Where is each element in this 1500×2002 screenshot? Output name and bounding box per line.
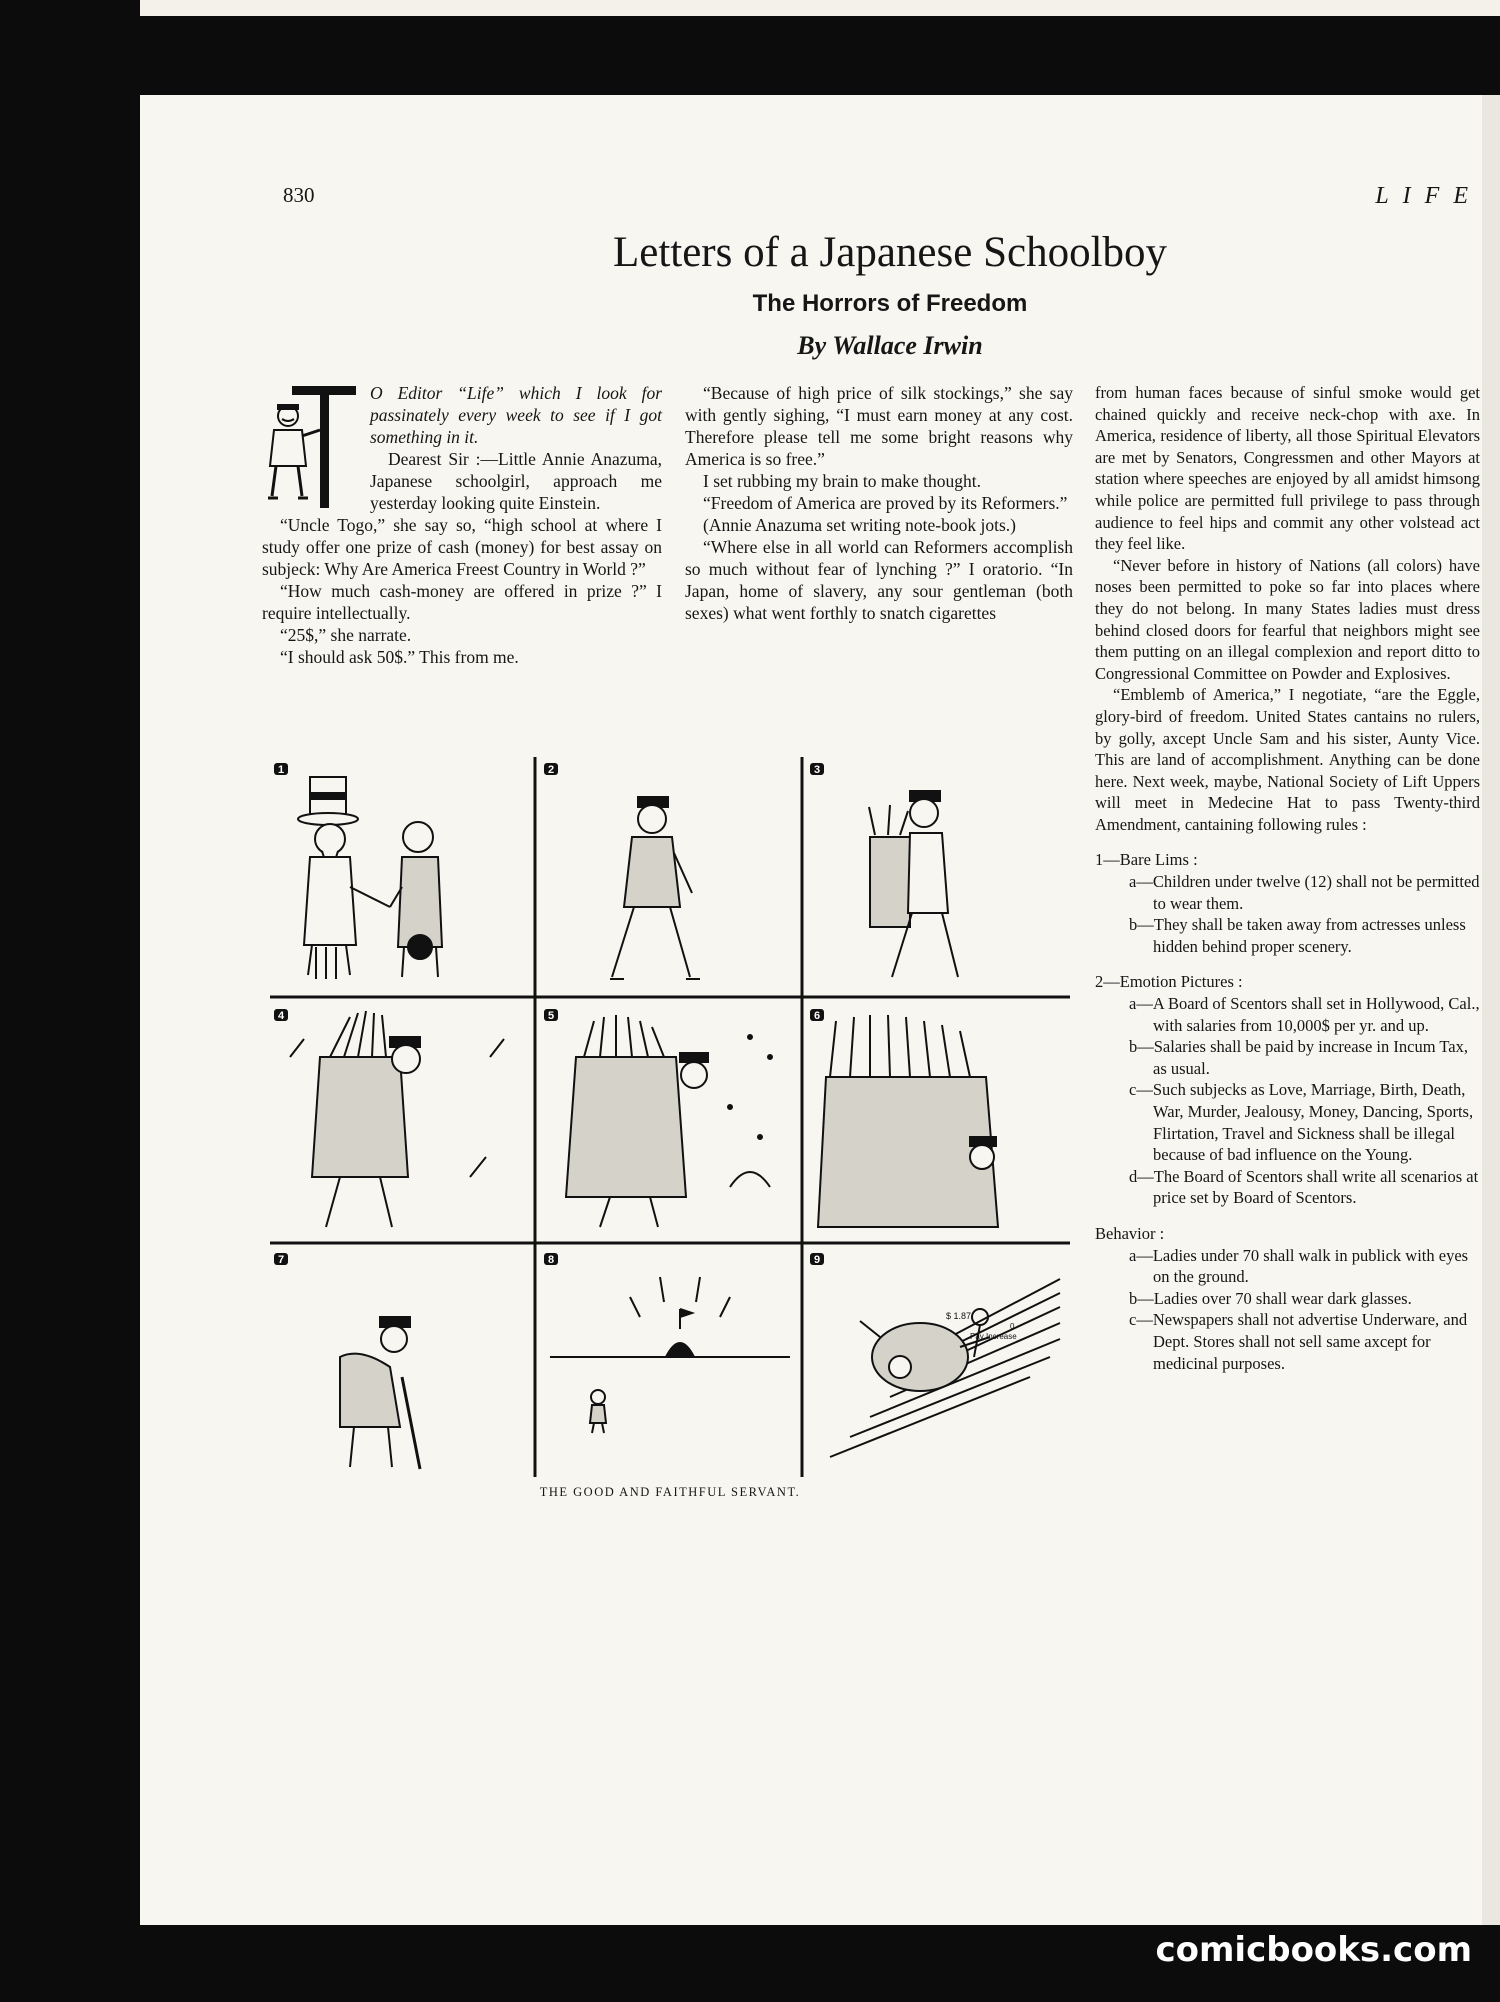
rule-item: b—Salaries shall be paid by increase in Incum Tax, as usual.	[1129, 1037, 1468, 1078]
salutation-lead: O Editor “Life” which I look for passinately every week to see if I got something in it.	[370, 383, 662, 447]
panel-8-sunrise	[550, 1277, 790, 1433]
pay-sign-amount: $ 1.87	[946, 1311, 972, 1321]
article-byline: By Wallace Irwin	[797, 331, 983, 360]
paragraph: “Freedom of America are proved by its Reformers.”	[703, 493, 1068, 513]
paragraph: (Annie Anazuma set writing note-book jots.)	[703, 515, 1016, 535]
rule-item: a—Ladies under 70 shall walk in publick with eyes on the ground.	[1129, 1245, 1469, 1287]
panel-number: 9	[813, 1254, 821, 1266]
panel-number: 2	[547, 764, 555, 776]
text-column-3	[1095, 382, 1480, 1374]
panel-3-sack	[869, 791, 958, 977]
paragraph: I set rubbing my brain to make thought.	[703, 471, 982, 491]
rule-item: d—The Board of Scentors shall write all scenarios at price set by Board of Scentors.	[1129, 1166, 1479, 1208]
paragraph: “Uncle Togo,” she say so, “high school at where I study offer one prize of cash (money) for best assay on subjeck: Why Are America Freest Country in World ?”	[262, 515, 662, 579]
article-subtitle: The Horrors of Freedom	[752, 290, 1028, 317]
rule-item: b—Ladies over 70 shall wear dark glasses.	[1129, 1288, 1412, 1308]
rule-heading: 1—Bare Lims :	[1095, 850, 1198, 870]
cartoon-grid	[270, 757, 1070, 1477]
panel-number: 7	[277, 1254, 285, 1266]
rule-item: a—Children under twelve (12) shall not be permitted to wear them.	[1129, 872, 1480, 913]
panel-2-walking	[610, 797, 700, 979]
panel-number: 8	[547, 1254, 555, 1266]
panel-number: 5	[547, 1010, 555, 1022]
rule-item: b—They shall be taken away from actresses unless hidden behind proper scenery.	[1129, 915, 1466, 956]
paragraph: from human faces because of sinful smoke would get chained quickly and receive neck-chop with axe. In America, residence of liberty, all those Spiritual Elevators are met by Senators, Congressmen and other Mayors at station where speeches are enjoyed by all amidst himsong while police are permitted full privilege to pass through audience to feel hips and commit any other volstead act they feel like.	[1095, 383, 1480, 554]
top-page-strip	[140, 0, 1500, 16]
rule-item: a—A Board of Scentors shall set in Hollywood, Cal., with salaries from 10,000$ per yr. and up.	[1129, 994, 1480, 1035]
panel-1-handshake	[298, 777, 442, 979]
panel-7-old-man	[340, 1317, 420, 1469]
pay-sign-text: Pay Increase	[970, 1332, 1017, 1341]
rule-item: c—Newspapers shall not advertise Underware, and Dept. Stores shall not sell same axcept for medicinal purposes.	[1129, 1310, 1468, 1373]
paragraph: “Never before in history of Nations (all colors) have noses been permitted to poke so far into places where they do not belong. In many States ladies must dress behind closed doors for fearful that neighbors might see them putting on an illegal complexion and report ditto to Congressional Committee on Powder and Explosives.	[1095, 555, 1480, 683]
paragraph: “How much cash-money are offered in prize ?” I require intellectually.	[262, 581, 662, 623]
article-title: Letters of a Japanese Schoolboy	[612, 229, 1168, 276]
rule-heading: 2—Emotion Pictures :	[1095, 972, 1243, 992]
text-column-2	[685, 382, 1073, 624]
rules-section-behavior	[1095, 1223, 1480, 1374]
rule-heading: Behavior :	[1095, 1223, 1165, 1243]
paragraph: “25$,” she narrate.	[280, 625, 412, 645]
rules-section-bare-lims	[1095, 849, 1480, 957]
page-number: 830	[283, 183, 315, 207]
panel-number: 4	[277, 1010, 285, 1022]
cartoon-caption: THE GOOD AND FAITHFUL SERVANT.	[539, 1485, 801, 1499]
paragraph: “Where else in all world can Reformers accomplish so much without fear of lynching ?” I oratorio. “In Japan, home of slavery, any sour gentleman (both sexes) what went forthly to snatch cigarettes	[685, 537, 1073, 623]
pay-sign-zero: 0	[1010, 1322, 1015, 1331]
site-watermark: comicbooks.com	[1155, 1930, 1472, 1970]
magazine-name: LIFE	[1375, 183, 1482, 209]
paragraph: “Emblemb of America,” I negotiate, “are the Eggle, glory-bird of freedom. United States cantains no rulers, by golly, axcept Uncle Sam and his sister, Aunty Vice. This are land of accomplishment. Anything can be done here. Next week, maybe, National Society of Lift Uppers will meet in Medecine Hat to pass Twenty-third Amendment, cantaining following rules :	[1095, 685, 1480, 834]
panel-4-heavy-load	[290, 1011, 504, 1227]
panel-9-stairs	[830, 1279, 1060, 1457]
panel-5-overflowing	[566, 1015, 772, 1227]
text-column-1	[262, 382, 662, 668]
paragraph: “I should ask 50$.” This from me.	[280, 647, 519, 667]
paragraph: Dearest Sir :—Little Annie Anazuma, Japanese schoolgirl, approach me yesterday looking quite Einstein.	[370, 449, 662, 513]
rules-section-emotion-pictures	[1095, 971, 1480, 1209]
panel-number: 6	[813, 1010, 821, 1022]
magazine-page	[140, 95, 1482, 1925]
rule-item: c—Such subjecks as Love, Marriage, Birth, Death, War, Murder, Jealousy, Money, Dancing, Sports, Flirtation, Travel and Sickness shall be illegal because of bad influence on the Young.	[1129, 1080, 1474, 1165]
drop-cap-t-illustration	[262, 382, 358, 510]
panel-number: 1	[277, 764, 285, 776]
panel-6-huge-sack	[818, 1015, 998, 1227]
paragraph: “Because of high price of silk stockings,” she say with gently sighing, “I must earn money at any cost. Therefore please tell me some bright reasons why America is so free.”	[685, 383, 1073, 469]
panel-number: 3	[813, 764, 821, 776]
next-page-edge	[1482, 95, 1500, 1925]
